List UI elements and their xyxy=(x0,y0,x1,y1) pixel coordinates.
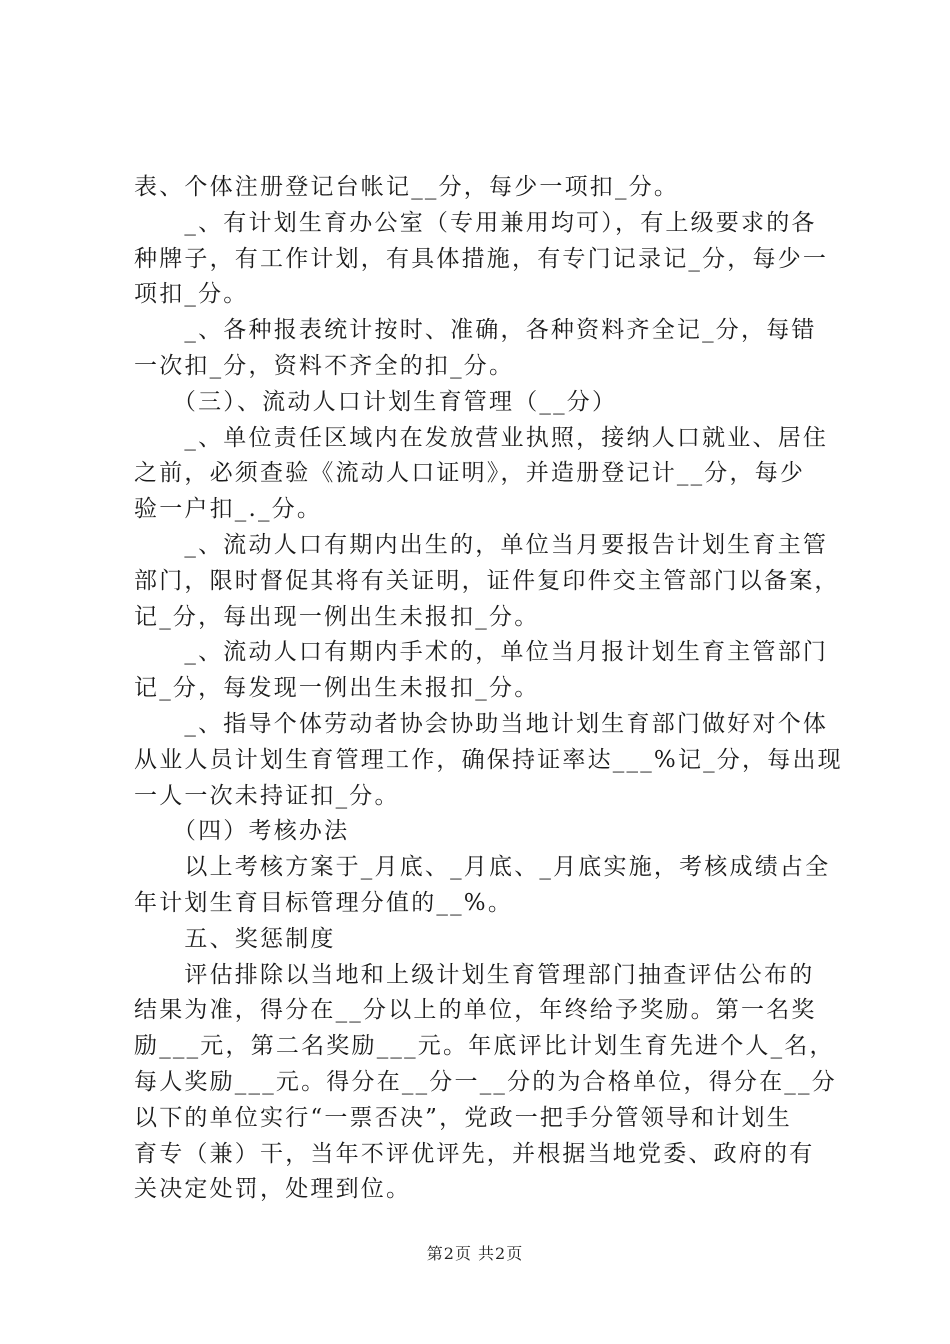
text-line: _、单位责任区域内在发放营业执照，接纳人口就业、居住 xyxy=(134,424,829,451)
text-line: 记_分，每出现一例出生未报扣_分。 xyxy=(134,603,540,630)
section-heading: （三）、流动人口计划生育管理（__分） xyxy=(134,388,618,415)
text-line: 项扣_分。 xyxy=(134,281,249,308)
text-line: 每人奖励___元。得分在__分一__分的为合格单位，得分在__分 xyxy=(134,1068,837,1095)
text-line: _、各种报表统计按时、准确，各种资料齐全记_分，每错 xyxy=(134,317,817,344)
text-line: 励___元，第二名奖励___元。年底评比计划生育先进个人_名， xyxy=(134,1033,835,1060)
section-heading: （四）考核办法 xyxy=(134,818,350,845)
text-line: 育专（兼）干，当年不评优评先，并根据当地党委、政府的有 xyxy=(134,1140,815,1167)
text-line: _、流动人口有期内出生的，单位当月要报告计划生育主管 xyxy=(134,531,829,558)
text-line: 验一户扣_._分。 xyxy=(134,496,323,523)
text-line: 一次扣_分，资料不齐全的扣_分。 xyxy=(134,352,515,379)
text-line: 表、个体注册登记台帐记__分，每少一项扣_分。 xyxy=(134,174,680,200)
text-line: 年计划生育目标管理分值的__%。 xyxy=(134,889,514,916)
page-number-footer: 第2页 共2页 xyxy=(426,1244,524,1263)
text-line: 记_分，每发现一例出生未报扣_分。 xyxy=(134,675,540,702)
text-line: 以下的单位实行“一票否决”，党政一把手分管领导和计划生 xyxy=(134,1104,792,1131)
document-body xyxy=(134,170,843,1208)
text-line: _、流动人口有期内手术的，单位当月报计划生育主管部门 xyxy=(134,639,829,666)
text-line: 以上考核方案于_月底、_月底、_月底实施，考核成绩占全 xyxy=(134,854,831,881)
text-line: _、指导个体劳动者协会协助当地计划生育部门做好对个体 xyxy=(134,710,829,737)
text-line: _、有计划生育办公室（专用兼用均可），有上级要求的各 xyxy=(134,209,817,236)
text-line: 一人一次未持证扣_分。 xyxy=(134,782,400,809)
section-heading: 五、奖惩制度 xyxy=(134,925,336,952)
text-line: 结果为准，得分在__分以上的单位，年终给予奖励。第一名奖 xyxy=(134,997,817,1024)
text-line: 关决定处罚，处理到位。 xyxy=(134,1176,412,1203)
text-line: 评估排除以当地和上级计划生育管理部门抽查评估公布的 xyxy=(134,961,815,988)
text-line: 之前，必须查验《流动人口证明》，并造册登记计__分，每少 xyxy=(134,460,806,487)
text-line: 部门，限时督促其将有关证明，证件复印件交主管部门以备案， xyxy=(134,567,840,594)
text-line: 从业人员计划生育管理工作，确保持证率达___%记_分，每出现 xyxy=(134,746,843,773)
text-line: 种牌子，有工作计划，有具体措施，有专门记录记_分，每少一 xyxy=(134,245,829,272)
